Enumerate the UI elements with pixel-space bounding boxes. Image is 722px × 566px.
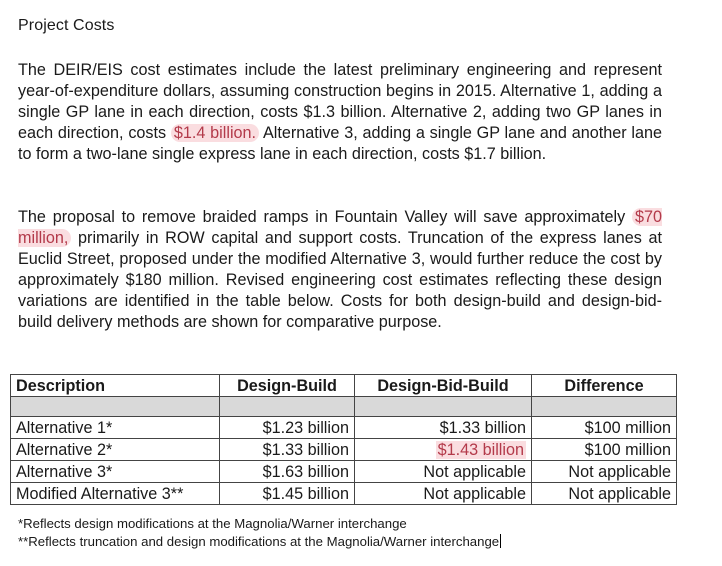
- design-build-cost: $1.63 billion: [220, 461, 355, 483]
- difference-value: $100 million: [532, 417, 677, 439]
- row-description: Alternative 2*: [11, 439, 220, 461]
- difference-value: Not applicable: [532, 483, 677, 505]
- header-description: Description: [11, 375, 220, 397]
- spacer-cell: [532, 397, 677, 417]
- table-row: [11, 439, 677, 461]
- design-variations-paragraph: [18, 207, 662, 333]
- cost-estimates-paragraph: [18, 60, 662, 165]
- table-row: [11, 461, 677, 483]
- spacer-cell: [355, 397, 532, 417]
- table-spacer-row: [11, 397, 677, 417]
- highlighted-cost: $1.43 billion: [437, 440, 524, 459]
- savings-highlight: $70 million,: [18, 208, 662, 247]
- design-build-cost: $1.45 billion: [220, 483, 355, 505]
- section-heading: Project Costs: [18, 17, 115, 34]
- row-description: Alternative 1*: [11, 417, 220, 439]
- design-bid-build-cost: $1.33 billion: [355, 417, 532, 439]
- header-design-bid-build: Design-Bid-Build: [355, 375, 532, 397]
- spacer-cell: [11, 397, 220, 417]
- table-row: [11, 417, 677, 439]
- difference-value: $100 million: [532, 439, 677, 461]
- table-header-row: [11, 375, 677, 397]
- design-build-cost: $1.33 billion: [220, 439, 355, 461]
- cost-estimates-table: [10, 374, 677, 505]
- spacer-cell: [220, 397, 355, 417]
- design-build-cost: $1.23 billion: [220, 417, 355, 439]
- row-description: Alternative 3*: [11, 461, 220, 483]
- footnote-single-asterisk: *Reflects design modifications at the Magnolia/Warner interchange: [18, 516, 407, 531]
- difference-value: Not applicable: [532, 461, 677, 483]
- design-bid-build-cost: Not applicable: [355, 461, 532, 483]
- design-bid-build-cost: [355, 439, 532, 461]
- design-bid-build-cost: Not applicable: [355, 483, 532, 505]
- table-row: [11, 483, 677, 505]
- footnote-double-asterisk-text: **Reflects truncation and design modifications at the Magnolia/Warner interchange: [18, 534, 500, 549]
- paragraph1-text-start: The DEIR/EIS cost estimates include the latest preliminary engineering and represent year-of-expenditure dollars, assuming construction begins in 2015. Alternative 1, adding a single GP lane in each direction, costs $1.3 billion. Alternative 2, adding two GP lanes in each direction, costs: [18, 61, 662, 142]
- footnote-double-asterisk: [18, 533, 501, 551]
- header-design-build: Design-Build: [220, 375, 355, 397]
- alternative2-cost-highlight: $1.4 billion.: [171, 124, 259, 142]
- paragraph1-text-end: Alternative 3, adding a single GP lane and another lane to form a two-lane single express lane in each direction, costs $1.7 billion.: [18, 124, 662, 163]
- row-description: Modified Alternative 3**: [11, 483, 220, 505]
- text-cursor[interactable]: [500, 534, 501, 548]
- paragraph2-text-start: The proposal to remove braided ramps in Fountain Valley will save approximately: [18, 208, 632, 226]
- paragraph2-text-end: primarily in ROW capital and support costs. Truncation of the express lanes at Euclid Street, proposed under the modified Alternative 3, would further reduce the cost by approximately $180 million. Revised engineering cost estimates reflecting these design variations are identified in the table below. Costs for both design-build and design-bid-build delivery methods are shown for comparative purpose.: [18, 229, 662, 331]
- header-difference: Difference: [532, 375, 677, 397]
